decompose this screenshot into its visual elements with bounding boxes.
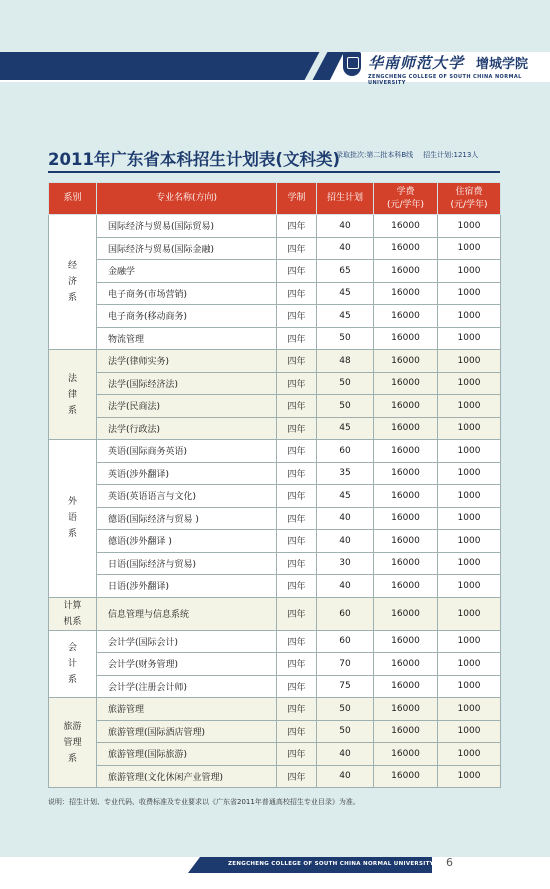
- department-cell: 外 语 系: [49, 440, 97, 598]
- duration-cell: 四年: [277, 630, 317, 653]
- table-row: [49, 350, 501, 373]
- dorm-fee-cell: 1000: [438, 575, 501, 598]
- duration-cell: 四年: [277, 462, 317, 485]
- tuition-cell: 16000: [374, 698, 438, 721]
- plan-cell: 35: [317, 462, 374, 485]
- major-cell: 德语(国际经济与贸易 ): [97, 507, 277, 530]
- plan-cell: 50: [317, 372, 374, 395]
- table-row: [49, 507, 501, 530]
- tuition-cell: 16000: [374, 630, 438, 653]
- dorm-fee-cell: 1000: [438, 350, 501, 373]
- tuition-cell: 16000: [374, 395, 438, 418]
- column-header: 专业名称(方向): [97, 183, 277, 215]
- page-number: 6: [446, 856, 453, 869]
- department-cell: 计算 机系: [49, 597, 97, 630]
- plan-cell: 40: [317, 507, 374, 530]
- duration-cell: 四年: [277, 395, 317, 418]
- school-name-cn: 华南师范大学: [368, 54, 465, 72]
- duration-cell: 四年: [277, 597, 317, 630]
- table-row: [49, 237, 501, 260]
- table-row: [49, 372, 501, 395]
- plan-cell: 40: [317, 743, 374, 766]
- duration-cell: 四年: [277, 305, 317, 328]
- plan-cell: 45: [317, 485, 374, 508]
- plan-cell: 60: [317, 630, 374, 653]
- duration-cell: 四年: [277, 675, 317, 698]
- plan-cell: 40: [317, 765, 374, 788]
- dorm-fee-cell: 1000: [438, 485, 501, 508]
- table-header-row: [49, 183, 501, 215]
- plan-cell: 48: [317, 350, 374, 373]
- admission-plan-total: 招生计划:1213人: [423, 151, 479, 159]
- table-row: [49, 260, 501, 283]
- major-cell: 法学(行政法): [97, 417, 277, 440]
- plan-cell: 50: [317, 698, 374, 721]
- dorm-fee-cell: 1000: [438, 675, 501, 698]
- dorm-fee-cell: 1000: [438, 552, 501, 575]
- tuition-cell: 16000: [374, 597, 438, 630]
- title-divider: [48, 171, 500, 173]
- duration-cell: 四年: [277, 530, 317, 553]
- dorm-fee-cell: 1000: [438, 327, 501, 350]
- duration-cell: 四年: [277, 698, 317, 721]
- major-cell: 金融学: [97, 260, 277, 283]
- admission-batch: 录取批次:第二批本科B线: [336, 151, 414, 159]
- plan-cell: 40: [317, 215, 374, 238]
- dorm-fee-cell: 1000: [438, 237, 501, 260]
- duration-cell: 四年: [277, 485, 317, 508]
- tuition-cell: 16000: [374, 507, 438, 530]
- tuition-cell: 16000: [374, 215, 438, 238]
- school-name-en: ZENGCHENG COLLEGE OF SOUTH CHINA NORMAL UNIVERSITY: [368, 74, 522, 86]
- dorm-fee-cell: 1000: [438, 462, 501, 485]
- table-row: [49, 395, 501, 418]
- plan-cell: 50: [317, 327, 374, 350]
- table-row: [49, 675, 501, 698]
- plan-cell: 40: [317, 237, 374, 260]
- major-cell: 电子商务(移动商务): [97, 305, 277, 328]
- tuition-cell: 16000: [374, 765, 438, 788]
- dorm-fee-cell: 1000: [438, 743, 501, 766]
- tuition-cell: 16000: [374, 462, 438, 485]
- title-row: [48, 146, 550, 168]
- duration-cell: 四年: [277, 552, 317, 575]
- duration-cell: 四年: [277, 720, 317, 743]
- column-header: 学费 (元/学年): [374, 183, 438, 215]
- tuition-cell: 16000: [374, 575, 438, 598]
- admission-meta: [336, 150, 478, 160]
- dorm-fee-cell: 1000: [438, 630, 501, 653]
- major-cell: 英语(英语语言与文化): [97, 485, 277, 508]
- table-row: [49, 720, 501, 743]
- plan-cell: 45: [317, 282, 374, 305]
- plan-cell: 75: [317, 675, 374, 698]
- dorm-fee-cell: 1000: [438, 260, 501, 283]
- duration-cell: 四年: [277, 327, 317, 350]
- duration-cell: 四年: [277, 417, 317, 440]
- major-cell: 法学(国际经济法): [97, 372, 277, 395]
- duration-cell: 四年: [277, 215, 317, 238]
- table-row: [49, 462, 501, 485]
- tuition-cell: 16000: [374, 327, 438, 350]
- table-row: [49, 698, 501, 721]
- dorm-fee-cell: 1000: [438, 698, 501, 721]
- major-cell: 德语(涉外翻译 ): [97, 530, 277, 553]
- department-cell: 旅游 管理 系: [49, 698, 97, 788]
- plan-cell: 50: [317, 720, 374, 743]
- plan-cell: 50: [317, 395, 374, 418]
- table-row: [49, 305, 501, 328]
- duration-cell: 四年: [277, 350, 317, 373]
- major-cell: 物流管理: [97, 327, 277, 350]
- plan-cell: 70: [317, 653, 374, 676]
- dorm-fee-cell: 1000: [438, 215, 501, 238]
- plan-cell: 30: [317, 552, 374, 575]
- tuition-cell: 16000: [374, 260, 438, 283]
- duration-cell: 四年: [277, 575, 317, 598]
- duration-cell: 四年: [277, 237, 317, 260]
- tuition-cell: 16000: [374, 653, 438, 676]
- tuition-cell: 16000: [374, 720, 438, 743]
- plan-cell: 45: [317, 305, 374, 328]
- tuition-cell: 16000: [374, 372, 438, 395]
- table-row: [49, 530, 501, 553]
- department-cell: 法 律 系: [49, 350, 97, 440]
- duration-cell: 四年: [277, 372, 317, 395]
- tuition-cell: 16000: [374, 485, 438, 508]
- dorm-fee-cell: 1000: [438, 507, 501, 530]
- university-crest-icon: [343, 52, 361, 76]
- major-cell: 国际经济与贸易(国际金融): [97, 237, 277, 260]
- plan-cell: 65: [317, 260, 374, 283]
- column-header: 学制: [277, 183, 317, 215]
- dorm-fee-cell: 1000: [438, 395, 501, 418]
- dorm-fee-cell: 1000: [438, 440, 501, 463]
- dorm-fee-cell: 1000: [438, 530, 501, 553]
- table-row: [49, 282, 501, 305]
- tuition-cell: 16000: [374, 237, 438, 260]
- dorm-fee-cell: 1000: [438, 417, 501, 440]
- college-name: 增城学院: [476, 57, 529, 72]
- table-row: [49, 417, 501, 440]
- dorm-fee-cell: 1000: [438, 653, 501, 676]
- plan-cell: 40: [317, 530, 374, 553]
- major-cell: 法学(律师实务): [97, 350, 277, 373]
- table-row: [49, 743, 501, 766]
- table-row: [49, 327, 501, 350]
- table-row: [49, 552, 501, 575]
- duration-cell: 四年: [277, 765, 317, 788]
- major-cell: 旅游管理(文化休闲产业管理): [97, 765, 277, 788]
- major-cell: 日语(涉外翻译): [97, 575, 277, 598]
- duration-cell: 四年: [277, 743, 317, 766]
- department-cell: 经 济 系: [49, 215, 97, 350]
- column-header: 系别: [49, 183, 97, 215]
- table-row: [49, 575, 501, 598]
- major-cell: 会计学(国际会计): [97, 630, 277, 653]
- major-cell: 旅游管理(国际酒店管理): [97, 720, 277, 743]
- dorm-fee-cell: 1000: [438, 305, 501, 328]
- tuition-cell: 16000: [374, 305, 438, 328]
- footnote: 说明：招生计划、专业代码、收费标准及专业要求以《广东省2011年普通高校招生专业目录》为准。: [48, 798, 360, 806]
- tuition-cell: 16000: [374, 440, 438, 463]
- duration-cell: 四年: [277, 653, 317, 676]
- major-cell: 信息管理与信息系统: [97, 597, 277, 630]
- duration-cell: 四年: [277, 440, 317, 463]
- major-cell: 旅游管理: [97, 698, 277, 721]
- plan-cell: 45: [317, 417, 374, 440]
- column-header: 招生计划: [317, 183, 374, 215]
- header-stripe-slash: [305, 52, 328, 80]
- dorm-fee-cell: 1000: [438, 372, 501, 395]
- table-row: [49, 630, 501, 653]
- table-row: [49, 653, 501, 676]
- duration-cell: 四年: [277, 507, 317, 530]
- header-stripe: [0, 52, 330, 80]
- dorm-fee-cell: 1000: [438, 720, 501, 743]
- major-cell: 旅游管理(国际旅游): [97, 743, 277, 766]
- dorm-fee-cell: 1000: [438, 597, 501, 630]
- table-row: [49, 597, 501, 630]
- plan-cell: 40: [317, 575, 374, 598]
- tuition-cell: 16000: [374, 675, 438, 698]
- major-cell: 会计学(财务管理): [97, 653, 277, 676]
- page-title: 2011年广东省本科招生计划表(文科类): [48, 150, 341, 169]
- department-cell: 会 计 系: [49, 630, 97, 698]
- major-cell: 国际经济与贸易(国际贸易): [97, 215, 277, 238]
- enrollment-plan-table: [48, 182, 501, 788]
- table-row: [49, 215, 501, 238]
- table-row: [49, 765, 501, 788]
- table-row: [49, 485, 501, 508]
- plan-cell: 60: [317, 597, 374, 630]
- dorm-fee-cell: 1000: [438, 765, 501, 788]
- major-cell: 会计学(注册会计师): [97, 675, 277, 698]
- major-cell: 法学(民商法): [97, 395, 277, 418]
- tuition-cell: 16000: [374, 282, 438, 305]
- table-row: [49, 440, 501, 463]
- footer-college-name: ZENGCHENG COLLEGE OF SOUTH CHINA NORMAL UNIVERSITY: [228, 861, 434, 867]
- tuition-cell: 16000: [374, 417, 438, 440]
- major-cell: 英语(国际商务英语): [97, 440, 277, 463]
- plan-cell: 60: [317, 440, 374, 463]
- tuition-cell: 16000: [374, 530, 438, 553]
- dorm-fee-cell: 1000: [438, 282, 501, 305]
- duration-cell: 四年: [277, 260, 317, 283]
- major-cell: 日语(国际经济与贸易): [97, 552, 277, 575]
- column-header: 住宿费 (元/学年): [438, 183, 501, 215]
- duration-cell: 四年: [277, 282, 317, 305]
- tuition-cell: 16000: [374, 350, 438, 373]
- tuition-cell: 16000: [374, 743, 438, 766]
- major-cell: 电子商务(市场营销): [97, 282, 277, 305]
- tuition-cell: 16000: [374, 552, 438, 575]
- major-cell: 英语(涉外翻译): [97, 462, 277, 485]
- college-brand: [368, 52, 550, 86]
